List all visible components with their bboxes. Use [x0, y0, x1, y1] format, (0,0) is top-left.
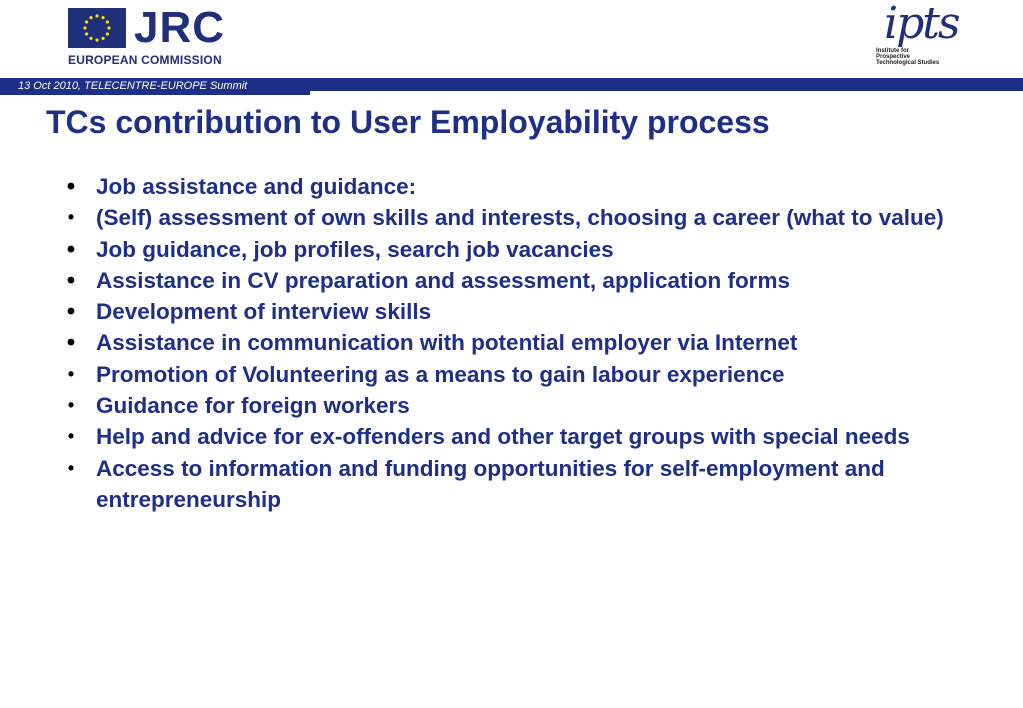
eu-star-icon	[95, 38, 98, 41]
bullet-icon: •	[66, 298, 76, 326]
bullet-text: (Self) assessment of own skills and interests, choosing a career (what to value)	[96, 205, 944, 231]
eu-star-icon	[101, 16, 104, 19]
bullet-item	[60, 171, 1010, 202]
date-bar	[0, 78, 1023, 95]
eu-star-icon	[89, 16, 92, 19]
ipts-subtitle	[876, 48, 966, 66]
bullet-text: Assistance in communication with potential employer via Internet	[96, 330, 798, 356]
jrc-wordmark: JRC	[134, 3, 226, 52]
bullet-icon: •	[67, 207, 75, 228]
bullet-item	[60, 202, 1010, 233]
bullet-item	[60, 453, 1010, 516]
date-bar-divider	[310, 91, 1023, 95]
eu-flag-icon	[68, 8, 126, 48]
bullet-icon: •	[67, 363, 75, 384]
bullet-text: Job assistance and guidance:	[96, 174, 417, 199]
ipts-logo	[870, 2, 970, 76]
bullet-icon: •	[67, 457, 75, 478]
ipts-subtitle-line: Technological Studies	[876, 60, 940, 66]
bullet-icon: •	[67, 395, 75, 416]
eu-star-icon	[106, 32, 109, 35]
bullet-icon: •	[66, 266, 76, 294]
bullet-text: Guidance for foreign workers	[96, 393, 410, 419]
eu-star-icon	[107, 26, 110, 29]
eu-star-icon	[85, 32, 88, 35]
eu-star-icon	[83, 26, 86, 29]
slide-title: TCs contribution to User Employability process	[46, 104, 770, 140]
eu-star-icon	[85, 20, 88, 23]
bullet-text: Access to information and funding opportunities for self-employment and entrepreneurship	[96, 455, 885, 512]
bullet-list	[60, 171, 1010, 515]
bullet-text: Promotion of Volunteering as a means to gain labour experience	[96, 361, 785, 387]
bullet-item	[60, 234, 1010, 265]
ipts-wordmark: ipts	[884, 0, 959, 49]
eu-star-icon	[95, 14, 98, 17]
bullet-text: Help and advice for ex-offenders and other target groups with special needs	[96, 424, 910, 450]
bullet-item	[60, 359, 1010, 390]
slide-header	[0, 0, 1023, 78]
bullet-icon: •	[66, 329, 76, 357]
bullet-text: Assistance in CV preparation and assessment, application forms	[96, 267, 790, 293]
european-commission-label: EUROPEAN COMMISSION	[68, 53, 222, 67]
eu-star-icon	[106, 20, 109, 23]
bullet-icon: •	[66, 173, 76, 200]
bullet-item	[60, 390, 1010, 421]
bullet-icon: •	[67, 426, 75, 447]
bullet-item	[60, 327, 1010, 358]
bullet-item	[60, 265, 1010, 296]
jrc-logo	[68, 3, 226, 70]
ipts-subtitle-line: Prospective	[876, 54, 911, 60]
bullet-item	[60, 296, 1010, 327]
bullet-icon: •	[66, 235, 76, 263]
ipts-subtitle-line: Institute for	[876, 48, 909, 54]
bullet-text: Development of interview skills	[96, 299, 432, 325]
event-date-label: 13 Oct 2010, TELECENTRE-EUROPE Summit	[18, 80, 248, 92]
eu-star-icon	[101, 37, 104, 40]
bullet-item	[60, 421, 1010, 452]
eu-star-icon	[89, 37, 92, 40]
bullet-text: Job guidance, job profiles, search job vacancies	[96, 236, 614, 262]
